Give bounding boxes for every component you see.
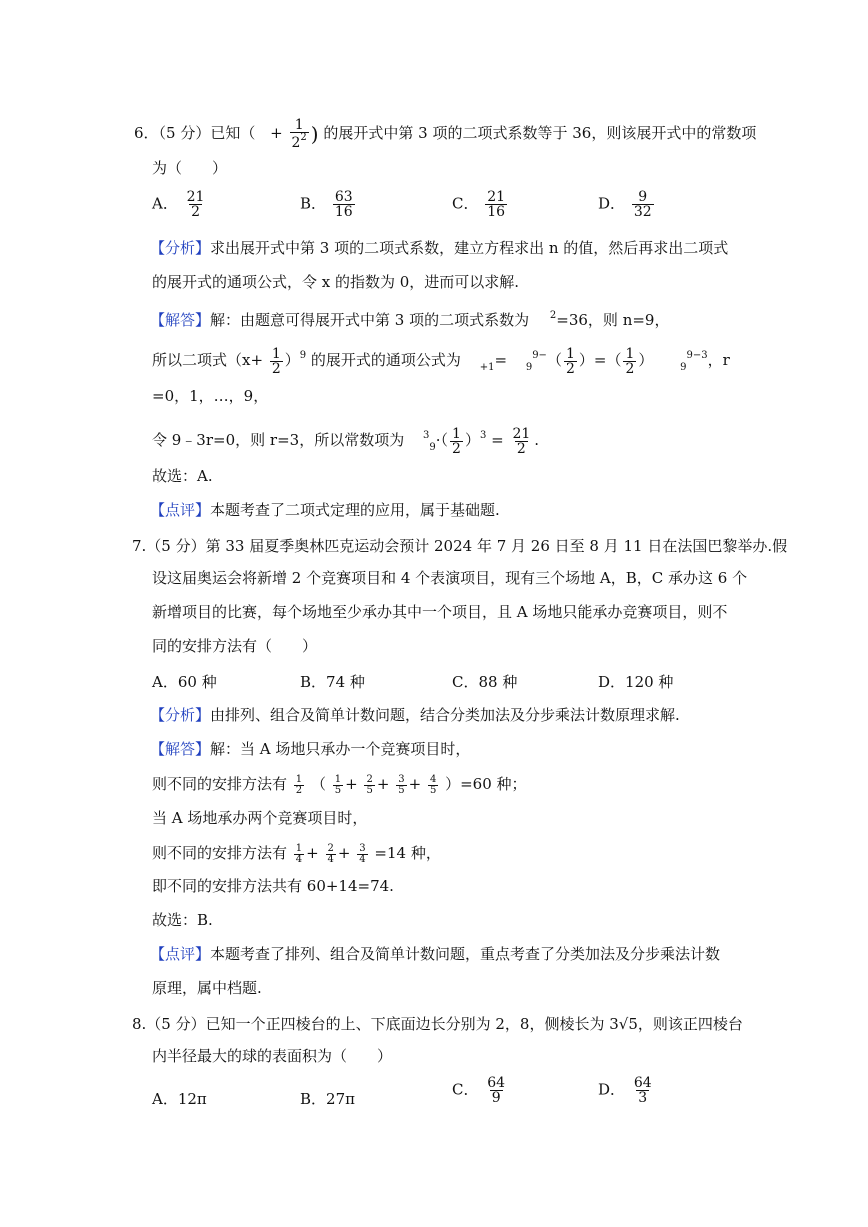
q6-analysis-tag: 【分析】: [150, 239, 211, 257]
q7-solution-2-term3-num: 3: [398, 773, 405, 785]
q8-option-c[interactable]: [452, 1076, 509, 1105]
q6-option-b-fraction: [333, 190, 355, 219]
q6-analysis-line2: 的展开式的通项公式，令 x 的指数为 0，进而可以求解.: [152, 273, 520, 291]
q7-solution-text2: 则不同的安排方法有: [152, 775, 288, 793]
q6-solution-4-sup3: 3: [422, 430, 430, 441]
q7-solution-2-term3-den: 5: [398, 784, 405, 796]
q7-solution-2-frac-num: 1: [295, 773, 303, 785]
q7-solution-line2: [152, 774, 527, 796]
q7-solution-2-term2-op: +: [376, 775, 390, 793]
q8-option-b-letter: B．: [300, 1090, 327, 1108]
q7-solution-4-term3: [357, 844, 367, 865]
q7-solution-line4: [152, 843, 441, 865]
q6-stem-plus: +: [270, 124, 283, 142]
q6-stem-line1: 6．（5 分）已知（ + $\frac{1}{2^2}$ ) 的展开式中第 3 项的二项式系数等于 36，则该展开式中的常数项: [134, 117, 757, 151]
q8-option-d-fraction: [632, 1076, 654, 1105]
q7-analysis-tag: 【分析】: [150, 706, 211, 724]
q6-solution-line1: [150, 306, 669, 330]
q6-stem-frac-num: 1: [294, 117, 304, 133]
q7-solution-4-term3-den: 4: [359, 853, 366, 865]
q7-solution-4-term1-op: +: [306, 844, 319, 862]
q7-analysis-text: 由排列、组合及简单计数问题，结合分类加法及分步乘法计数原理求解.: [210, 706, 680, 724]
q7-solution-2-term1-op: +: [345, 775, 358, 793]
q6-solution-line4: 令 9﹣3r=0，则 r=3，所以常数项为 $^3_9$·（ $\frac{1}{2}$ ）$^3$ = $\frac{21}{2}$ .: [152, 425, 540, 457]
q6-solution-line2: 所以二项式（x+ $\frac{1}{2}$ ）$^9$ 的展开式的通项公式为 $_{+1}$= $_9^{9-}$（ $\frac{1}{2}$ ）=（ $\frac{1}{2}$ ） $_9^{9-3}$，r: [152, 345, 730, 377]
q8-option-d[interactable]: [598, 1076, 656, 1105]
q7-analysis: [150, 705, 680, 725]
q8-option-a-letter: A．: [152, 1090, 178, 1108]
q6-option-d-den: 32: [633, 204, 652, 220]
q7-solution-2-term1-num: 1: [334, 773, 342, 785]
q6-solution-sup: 2: [549, 310, 557, 321]
q6-analysis-line1: [150, 238, 728, 258]
q7-comment-text1: 本题考查了排列、组合及简单计数问题，重点考查了分类加法及分步乘法计数: [210, 945, 721, 963]
q7-solution-2-term3: [396, 775, 406, 796]
q6-solution-2-frac-b: [564, 347, 577, 376]
q7-stem-line2: 设这届奥运会将新增 2 个竞赛项目和 4 个表演项目，现有三个场地 A，B，C 承办这 6 个: [152, 569, 748, 587]
q6-option-c[interactable]: [452, 190, 509, 219]
q6-solution-4-mid: ·（: [435, 431, 449, 449]
q6-solution-2-sub9b: 9: [680, 362, 687, 373]
q6-stem-frac-den-sup: 2: [300, 132, 307, 143]
q8-option-d-num: 64: [633, 1075, 652, 1091]
q7-solution-4-term2: [326, 844, 336, 865]
q8-option-c-fraction: [485, 1076, 507, 1105]
q6-solution-4-frac: [450, 427, 463, 456]
q6-solution-4-eq: =: [491, 431, 504, 449]
q6-solution-2-frac-num: 1: [271, 345, 281, 362]
q6-solution-4-sub9: 9: [429, 442, 436, 453]
q7-solution-4-term2-den: 4: [327, 853, 334, 865]
q8-option-c-letter: C．: [452, 1080, 479, 1099]
q6-solution-2-sup93: 9−3: [686, 350, 708, 361]
q6-option-c-letter: C．: [452, 194, 479, 213]
q8-option-a-text: 12π: [177, 1090, 207, 1108]
q6-option-c-num: 21: [487, 189, 506, 205]
q6-solution-4-res-num: 21: [512, 425, 531, 442]
q7-solution-2-term4: [428, 775, 438, 796]
q6-comment-text: 本题考查了二项式定理的应用，属于基础题.: [210, 501, 500, 519]
q6-option-a-fraction: [185, 190, 207, 219]
q7-solution-4-term2-num: 2: [327, 842, 334, 854]
q8-stem-line2: 内半径最大的球的表面积为（ ）: [152, 1047, 393, 1065]
q7-solution-4-term1: [294, 844, 304, 865]
q6-solution-2-sup9: 9−: [532, 350, 547, 361]
q7-solution-line6: 故选：B.: [152, 911, 213, 929]
q6-solution-tag: 【解答】: [150, 311, 211, 329]
q8-option-d-den: 3: [638, 1090, 648, 1106]
q6-option-d-fraction: [632, 190, 654, 219]
q6-option-d-letter: D．: [598, 194, 626, 213]
q7-stem-line4: 同的安排方法有（ ）: [152, 637, 318, 655]
q6-solution-4-pow: 3: [479, 430, 487, 441]
q6-option-c-fraction: [485, 190, 507, 219]
q6-solution-text1: 解：由题意可得展开式中第 3 项的二项式系数为: [210, 311, 530, 329]
q6-solution-4-frac-num: 1: [452, 425, 461, 442]
q8-option-a[interactable]: [152, 1088, 207, 1109]
q7-solution-2-term2-den: 5: [366, 784, 373, 796]
q6-option-b-den: 16: [334, 204, 353, 220]
q6-comment-tag: 【点评】: [150, 501, 211, 519]
q7-solution-2-term3-op: +: [408, 775, 422, 793]
q6-solution-2-sub1: +1: [479, 362, 495, 373]
q6-solution-line3: =0，1，…，9，: [152, 387, 269, 405]
q7-solution-2-term2-num: 2: [366, 773, 373, 785]
q8-option-c-num: 64: [487, 1075, 506, 1091]
q6-stem-part: 6．（5 分）已知（: [134, 124, 256, 142]
q7-stem-line1: 7.（5 分）第 33 届夏季奥林匹克运动会预计 2024 年 7 月 26 日至 8 月 11 日在法国巴黎举办.假: [132, 537, 788, 555]
q7-solution-2-open: （: [310, 775, 326, 793]
q6-solution-2-frac-b-num: 1: [565, 345, 575, 362]
q6-solution-4a: 令 9﹣3r=0，则 r=3，所以常数项为: [152, 431, 405, 449]
q8-option-b[interactable]: [300, 1088, 355, 1109]
q6-solution-line5: 故选：A.: [152, 467, 213, 485]
q7-solution-2-frac-den: 2: [295, 784, 303, 796]
q6-solution-2b: 的展开式的通项公式为: [310, 351, 461, 369]
q7-solution-4-end: =14 种，: [374, 844, 441, 862]
q7-solution-line3: 当 A 场地承办两个竞赛项目时，: [152, 809, 368, 827]
q6-solution-4-frac-den: 2: [452, 440, 461, 457]
q7-solution-text1: 解：当 A 场地只承办一个竞赛项目时，: [210, 740, 471, 758]
q7-solution-2-term4-num: 4: [429, 773, 437, 785]
q6-solution-2-frac2-num: 1: [625, 345, 635, 362]
q6-stem-line2: 为（ ）: [152, 159, 228, 177]
q7-solution-text4: 则不同的安排方法有: [152, 844, 288, 862]
q7-solution-line1: [150, 739, 470, 759]
q7-option-d[interactable]: D．120 种: [598, 673, 674, 691]
q8-option-b-text: 27π: [326, 1090, 355, 1108]
q6-stem-fraction: [290, 118, 309, 150]
q7-solution-4-term1-num: 1: [295, 842, 303, 854]
q8-stem-line1: 8.（5 分）已知一个正四棱台的上、下底面边长分别为 2，8，侧棱长为 3√5，则该正四棱台: [132, 1015, 743, 1033]
q7-solution-2-frac: [294, 775, 304, 796]
q7-solution-4-term3-num: 3: [359, 842, 366, 854]
q7-option-a[interactable]: A．60 种: [152, 673, 217, 691]
q7-stem-line3: 新增项目的比赛，每个场地至少承办其中一个项目，且 A 场地只能承办竞赛项目，则不: [152, 603, 728, 621]
q7-solution-2-term1-den: 5: [334, 784, 342, 796]
q6-option-a-den: 2: [191, 204, 200, 220]
q6-solution-2-sup: 9: [299, 350, 307, 361]
q6-option-d[interactable]: [598, 190, 656, 219]
q6-solution-2-frac: [270, 347, 283, 376]
q6-solution-2-frac2: [623, 347, 636, 376]
q7-comment-line2: 原理，属中档题.: [152, 979, 262, 997]
q7-comment-tag: 【点评】: [150, 945, 211, 963]
q7-option-c[interactable]: C．88 种: [452, 673, 518, 691]
q6-option-d-num: 9: [638, 189, 648, 205]
q6-option-b[interactable]: [300, 190, 357, 219]
q6-stem-frac-den-value: 2: [291, 135, 301, 151]
q6-option-c-den: 16: [487, 204, 506, 220]
q6-solution-4-result: [510, 427, 532, 456]
q6-solution-2-frac-den: 2: [271, 360, 281, 377]
q6-solution-2-end: ，r: [707, 351, 730, 369]
q7-solution-2-term4-den: 5: [429, 784, 437, 796]
q7-option-b[interactable]: B．74 种: [300, 673, 365, 691]
q6-solution-2-frac-b-den: 2: [565, 360, 575, 377]
q6-option-a-letter: A．: [152, 194, 178, 213]
q6-solution-2a: 所以二项式（x+: [152, 351, 264, 369]
q6-stem-frac-den: [290, 132, 309, 150]
q7-solution-4-term2-op: +: [337, 844, 351, 862]
q7-solution-line5: 即不同的安排方法共有 60+14=74.: [152, 877, 394, 895]
q6-analysis-text: 求出展开式中第 3 项的二项式系数，建立方程求出 n 的值，然后再求出二项式: [210, 239, 729, 257]
q6-stem-part-b: 的展开式中第 3 项的二项式系数等于 36，则该展开式中的常数项: [323, 124, 757, 142]
q6-option-b-num: 63: [334, 189, 353, 205]
q8-option-c-den: 9: [491, 1090, 501, 1106]
q6-comment: [150, 500, 500, 520]
q7-solution-4-term1-den: 4: [295, 853, 303, 865]
q6-solution-text1b: =36，则 n=9，: [556, 311, 670, 329]
q6-option-b-letter: B．: [300, 194, 327, 213]
q6-option-a-num: 21: [186, 189, 205, 205]
q7-comment-line1: [150, 944, 720, 964]
q6-option-a[interactable]: [152, 190, 208, 219]
q6-solution-2-sub9: 9: [525, 362, 533, 373]
q7-solution-2-term1: [333, 775, 343, 796]
q7-solution-2-term2: [364, 775, 374, 796]
q7-solution-2-end: ）=60 种；: [445, 775, 527, 793]
q7-solution-tag: 【解答】: [150, 740, 211, 758]
q6-solution-2-frac2-den: 2: [625, 360, 635, 377]
q6-solution-2c: =: [494, 351, 508, 369]
q8-option-d-letter: D．: [598, 1080, 626, 1099]
q6-solution-2-mid: =（: [593, 351, 622, 369]
q6-solution-4-res-den: 2: [516, 440, 526, 457]
